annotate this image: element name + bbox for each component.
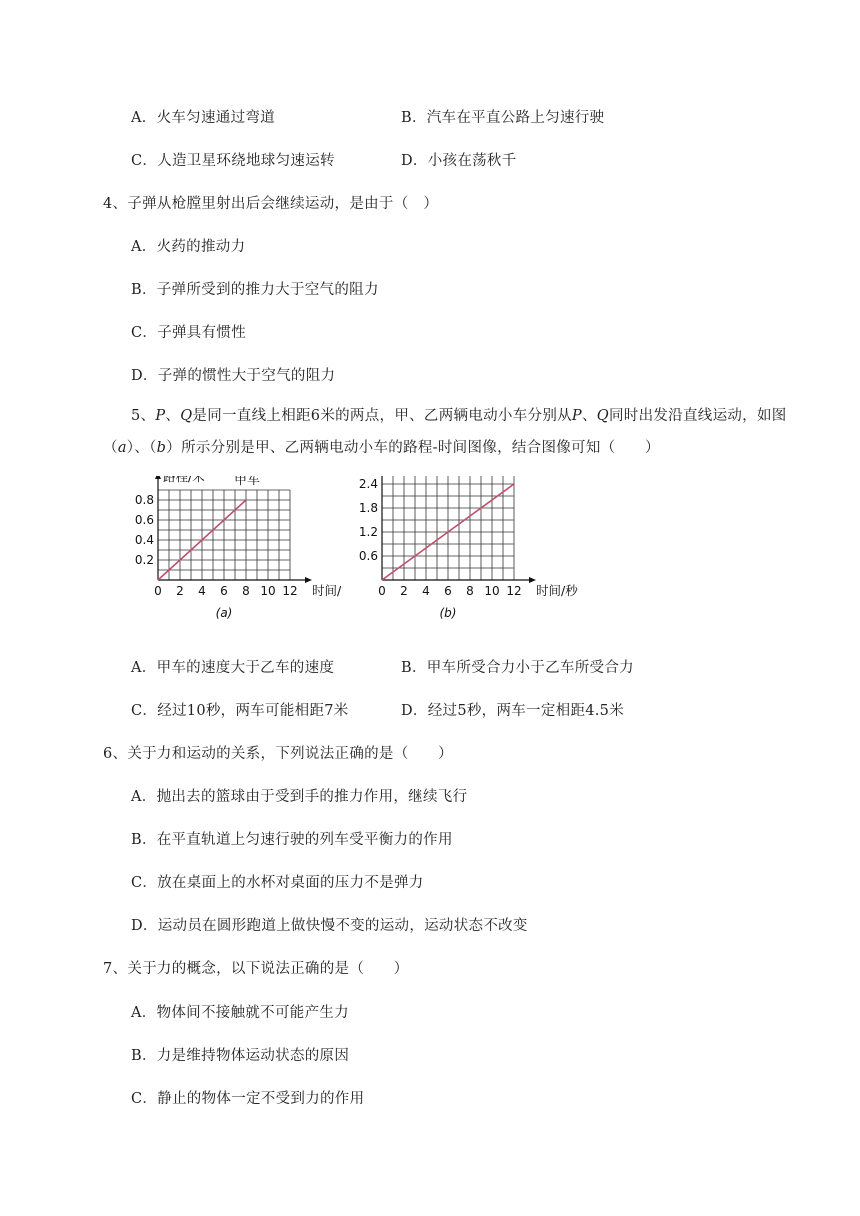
q5-stem-part: 同时出发沿直线运动，如图（ — [103, 408, 787, 456]
x-tick-label: 2 — [400, 584, 408, 598]
x-tick-label: 6 — [220, 584, 228, 598]
x-tick-label: 8 — [466, 584, 474, 598]
q4-option-b: B．子弹所受到的推力大于空气的阻力 — [131, 282, 379, 298]
chart-b-svg — [348, 476, 598, 636]
y-tick-label: 1.8 — [358, 501, 378, 515]
q7-option-b: B．力是维持物体运动状态的原因 — [131, 1048, 350, 1064]
x-axis-arrow — [529, 577, 536, 583]
q5-point-p: P — [155, 408, 166, 424]
x-axis-label: 时间/秒 — [536, 583, 578, 598]
q7-stem: 7、关于力的概念，以下说法正确的是（ ） — [103, 961, 409, 977]
x-tick-label: 4 — [198, 584, 206, 598]
q6-option-b: B．在平直轨道上匀速行驶的列车受平衡力的作用 — [131, 832, 453, 848]
x-tick-label: 6 — [444, 584, 452, 598]
q5-option-a: A．甲车的速度大于乙车的速度 — [131, 660, 335, 676]
y-tick-label: 2.4 — [358, 477, 378, 491]
y-axis-label: 路程/米 — [163, 476, 205, 484]
chart-a — [126, 476, 341, 640]
q4-option-c: C．子弹具有惯性 — [131, 325, 246, 341]
q5-point-p: P — [571, 408, 582, 424]
q6-option-d: D．运动员在圆形跑道上做快慢不变的运动，运动状态不改变 — [131, 918, 528, 934]
q3-option-c: C．人造卫星环绕地球匀速运转 — [131, 153, 335, 169]
q3-option-b: B．汽车在平直公路上匀速行驶 — [401, 110, 605, 126]
x-tick-label: 12 — [282, 584, 298, 598]
x-axis-arrow — [305, 577, 312, 583]
x-tick-label: 0 — [154, 584, 162, 598]
q5-fig-b-ref: b — [156, 440, 167, 456]
y-tick-label: 0.8 — [134, 493, 154, 507]
x-tick-label: 0 — [378, 584, 386, 598]
x-tick-label: 2 — [176, 584, 184, 598]
q5-fig-a-ref: a — [117, 440, 127, 456]
y-tick-label: 0.2 — [134, 553, 154, 567]
q5-sep: 、 — [581, 408, 597, 424]
chart-a-svg — [126, 476, 341, 636]
q6-option-a: A．抛出去的篮球由于受到手的推力作用，继续飞行 — [131, 789, 468, 805]
q5-option-d: D．经过5秒，两车一定相距4.5米 — [401, 703, 625, 719]
chart-caption: (a) — [215, 606, 233, 620]
x-tick-label: 10 — [260, 584, 276, 598]
q4-option-a: A．火药的推动力 — [131, 239, 246, 255]
q5-stem — [103, 400, 818, 464]
q3-option-a: A．火车匀速通过弯道 — [131, 110, 275, 126]
chart-b — [348, 476, 598, 640]
x-tick-label: 4 — [422, 584, 430, 598]
chart-caption: (b) — [439, 606, 457, 620]
series-label: 甲车 — [234, 476, 261, 488]
x-tick-label: 8 — [242, 584, 250, 598]
q5-stem-part: 5、 — [131, 408, 156, 424]
q5-stem-part: 是同一直线上相距6米的两点，甲、乙两辆电动小车分别从 — [192, 408, 572, 424]
q7-option-a: A．物体间不接触就不可能产生力 — [131, 1005, 349, 1021]
q5-point-q: Q — [180, 408, 193, 424]
x-tick-label: 12 — [506, 584, 522, 598]
q5-stem-part: ）所示分别是甲、乙两辆电动小车的路程-时间图像，结合图像可知（ ） — [166, 440, 660, 456]
q7-option-c: C．静止的物体一定不受到力的作用 — [131, 1091, 365, 1107]
q5-option-b: B．甲车所受合力小于乙车所受合力 — [401, 660, 634, 676]
x-tick-label: 10 — [484, 584, 500, 598]
q4-option-d: D．子弹的惯性大于空气的阻力 — [131, 368, 336, 384]
q5-option-c: C．经过10秒，两车可能相距7米 — [131, 703, 349, 719]
q6-stem: 6、关于力和运动的关系，下列说法正确的是（ ） — [103, 746, 453, 762]
y-tick-label: 0.6 — [358, 549, 378, 563]
q4-stem: 4、子弹从枪膛里射出后会继续运动，是由于（ ） — [103, 196, 439, 212]
q6-option-c: C．放在桌面上的水杯对桌面的压力不是弹力 — [131, 875, 424, 891]
q3-option-d: D．小孩在荡秋千 — [401, 153, 517, 169]
x-axis-label: 时间/ — [312, 583, 341, 598]
y-tick-label: 0.6 — [134, 513, 154, 527]
q5-point-q: Q — [596, 408, 609, 424]
y-tick-label: 0.4 — [134, 533, 154, 547]
y-tick-label: 1.2 — [358, 525, 378, 539]
q5-stem-part: ）、（ — [126, 440, 157, 456]
q5-sep: 、 — [165, 408, 181, 424]
y-axis-arrow — [155, 476, 161, 479]
